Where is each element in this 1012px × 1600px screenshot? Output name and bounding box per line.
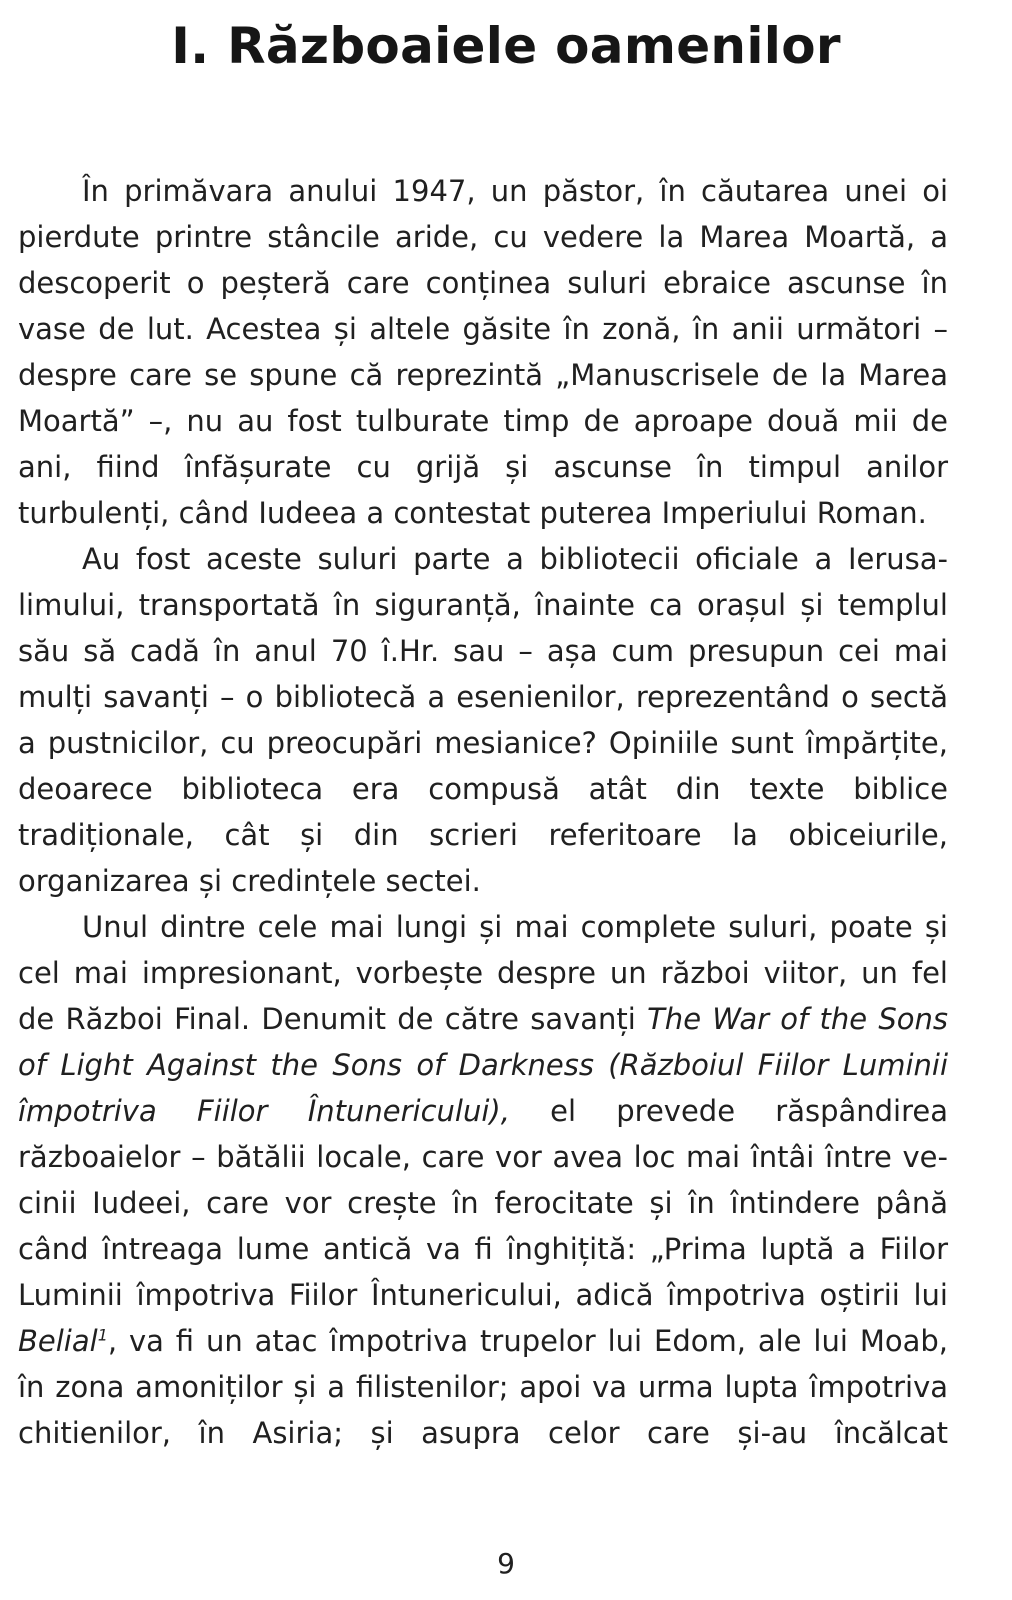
paragraph-1: În primăvara anului 1947, un păstor, în căutarea unei oi pierdute printre stâncile aride, cu vedere la Marea Moartă, a descoperit o peșteră care conținea suluri ebraice ascunse în vase de lut. Acestea și altele găsite în zonă, în anii următori – despre care se spune că reprezintă „Manuscrisele de la Marea Moartă” –, nu au fost tulburate timp de aproape două mii de ani, fiind înfășurate cu grijă și ascunse în timpul anilor turbulenți, când Iudeea a contestat puterea Imperiului Roman.: [18, 174, 948, 530]
paragraph-3-end: , va fi un atac împotriva trupelor lui Edom, ale lui Moab, în zona amoniților și a filistenilor; apoi va urma lupta împotriva chitienilor, în Asiria; și asupra celor care și-au încălcat: [18, 1324, 948, 1450]
chapter-title: I. Războaiele oamenilor: [171, 17, 841, 75]
page-number: 9: [497, 1547, 515, 1580]
paragraph-3: [18, 904, 948, 1456]
footnote-marker[interactable]: 1: [97, 1325, 108, 1345]
belial-italic: Belial: [18, 1324, 98, 1358]
book-title-italic: The War of the Sons of Light Against the Sons of Darkness (Războiul Fiilor Luminii împotriva Fiilor Întunericului),: [18, 1002, 948, 1128]
paragraph-3-middle: el prevede răspândirea războaielor – bătălii locale, care vor avea loc mai întâi între vecinii Iudeei, care vor crește în ferocitate și în întindere până când întreaga lume antică va fi înghițită: „Prima luptă a Fiilor Luminii împotriva Fiilor Întunericului, adică împotriva oștirii lui: [18, 1094, 948, 1312]
paragraph-2: Au fost aceste suluri parte a bibliotecii oficiale a Ierusalimului, transportată în siguranță, înainte ca orașul și templul său să cadă în anul 70 î.Hr. sau – așa cum presupun cei mai mulți savanți – o bibliotecă a esenienilor, reprezentând o sectă a pustnicilor, cu preocupări mesianice? Opiniile sunt împărțite, deoarece biblioteca era compusă atât din texte biblice tradiționale, cât și din scrieri referitoare la obiceiurile, organizarea și credințele sectei.: [18, 542, 948, 898]
body-text: [18, 168, 948, 1456]
paragraph-3-start: Unul dintre cele mai lungi și mai complete suluri, poate și cel mai impresionant, vorbește despre un război viitor, un fel de Război Final. Denumit de către savanți: [18, 910, 948, 1036]
